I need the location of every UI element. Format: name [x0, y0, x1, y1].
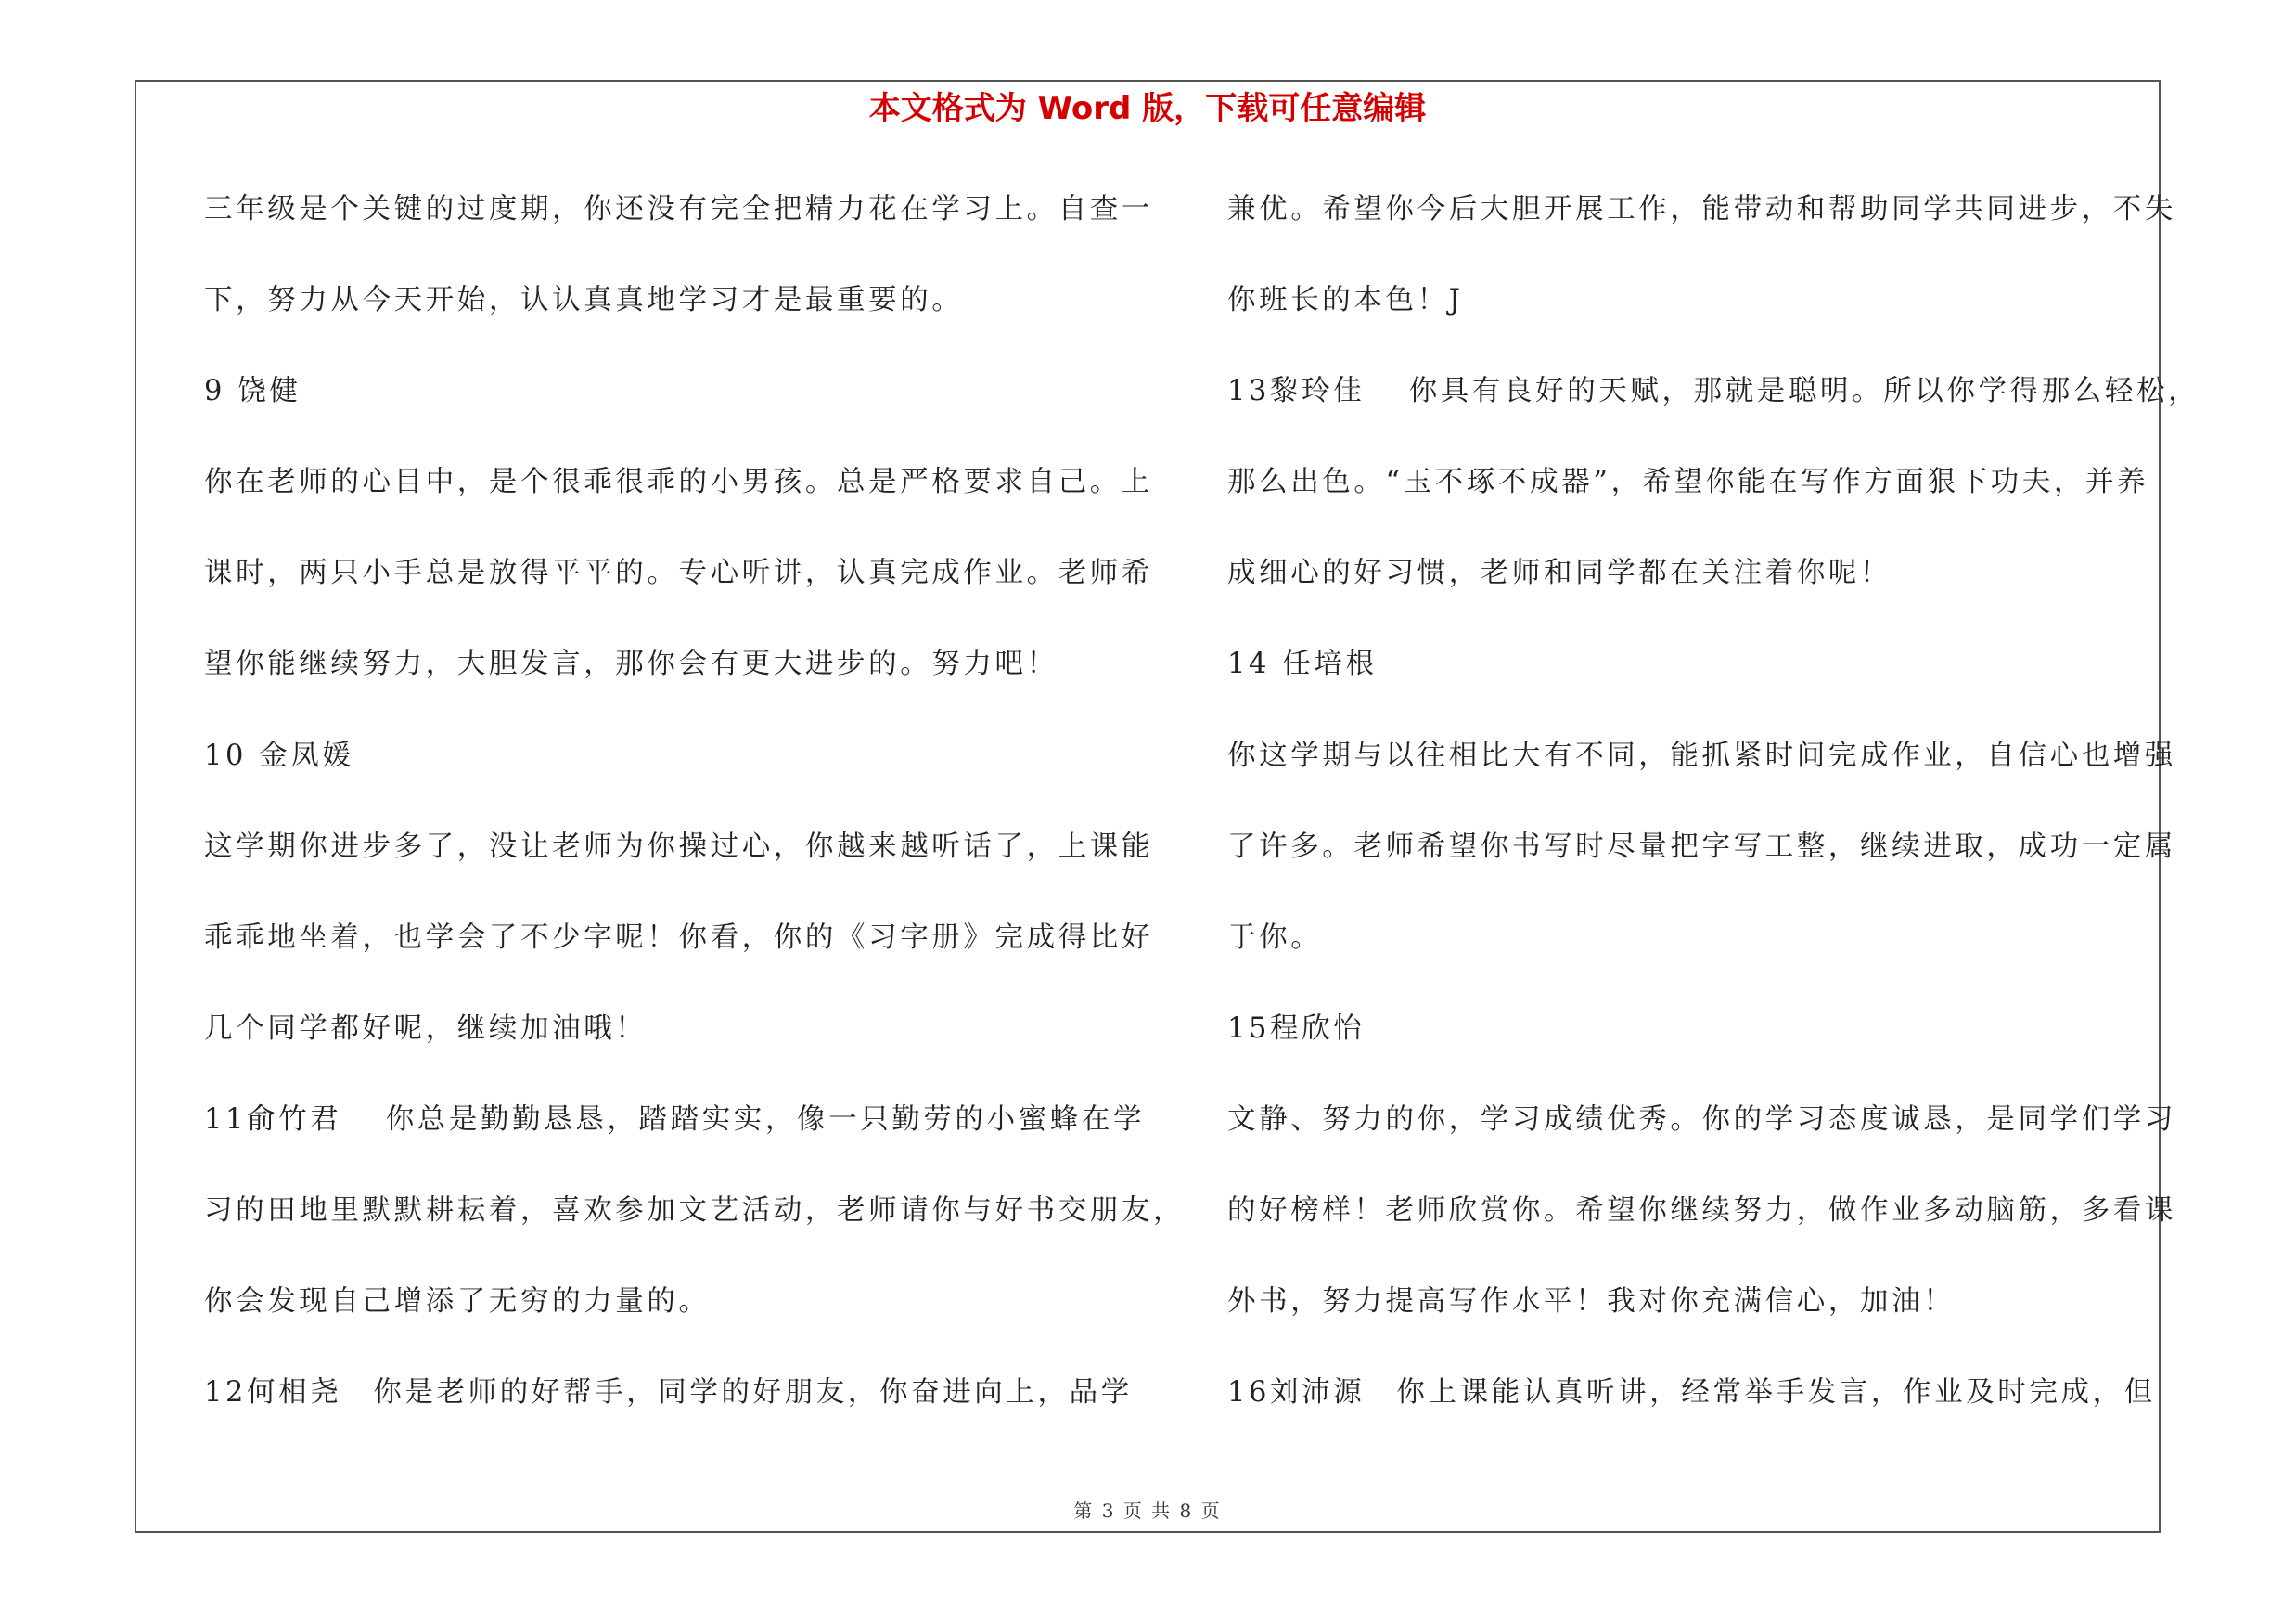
student-heading: 10 金凤媛 [204, 739, 354, 772]
text-line: 13黎玲佳 你具有良好的天赋，那就是聪明。所以你学得那么轻松， [1227, 375, 2200, 408]
text-line: 11俞竹君 你总是勤勤恳恳，踏踏实实，像一只勤劳的小蜜蜂在学 [204, 1102, 1146, 1136]
text-line: 习的田地里默默耕耘着，喜欢参加文艺活动，老师请你与好书交朋友， [204, 1194, 1186, 1228]
text-line: 乖乖地坐着，也学会了不少字呢！你看，你的《习字册》完成得比好 [204, 921, 1153, 954]
text-line: 外书，努力提高写作水平！我对你充满信心，加油！ [1227, 1285, 1956, 1319]
text-line: 文静、努力的你，学习成绩优秀。你的学习态度诚恳，是同学们学习 [1227, 1102, 2176, 1136]
left-column [204, 182, 1186, 1456]
text-line: 你会发现自己增添了无穷的力量的。 [204, 1285, 711, 1319]
text-line: 这学期你进步多了，没让老师为你操过心，你越来越听话了，上课能 [204, 830, 1153, 863]
text-line: 你这学期与以往相比大有不同，能抓紧时间完成作业，自信心也增强 [1227, 739, 2176, 772]
text-line: 于你。 [1227, 921, 1323, 954]
text-line: 那么出色。“玉不琢不成器”，希望你能在写作方面狠下功夫，并养 [1227, 466, 2149, 499]
text-line: 你班长的本色！J [1227, 284, 1464, 317]
right-column [1227, 182, 2200, 1456]
page-number: 第 3 页 共 8 页 [1073, 1500, 1222, 1522]
text-line: 成细心的好习惯，老师和同学都在关注着你呢！ [1227, 557, 1892, 590]
text-line: 12何相尧 你是老师的好帮手，同学的好朋友，你奋进向上，品学 [204, 1376, 1133, 1410]
text-line: 你在老师的心目中，是个很乖很乖的小男孩。总是严格要求自己。上 [204, 466, 1153, 499]
text-line: 兼优。希望你今后大胆开展工作，能带动和帮助同学共同进步，不失 [1227, 193, 2176, 225]
text-line: 了许多。老师希望你书写时尽量把字写工整，继续进取，成功一定属 [1227, 830, 2176, 863]
text-line: 下，努力从今天开始，认认真真地学习才是最重要的。 [204, 284, 964, 317]
format-banner: 本文格式为 Word 版，下载可任意编辑 [868, 90, 1427, 127]
text-line: 三年级是个关键的过度期，你还没有完全把精力花在学习上。自查一 [204, 193, 1153, 225]
student-heading: 15程欣怡 [1227, 1011, 1366, 1045]
text-line: 课时，两只小手总是放得平平的。专心听讲，认真完成作业。老师希 [204, 557, 1153, 590]
text-line: 的好榜样！老师欣赏你。希望你继续努力，做作业多动脑筋，多看课 [1227, 1194, 2176, 1228]
text-line: 16刘沛源 你上课能认真听讲，经常举手发言，作业及时完成，但 [1227, 1376, 2156, 1410]
text-line: 几个同学都好呢，继续加油哦！ [204, 1011, 648, 1045]
text-line: 望你能继续努力，大胆发言，那你会有更大进步的。努力吧！ [204, 648, 1058, 681]
student-heading: 9 饶健 [204, 375, 301, 408]
student-heading: 14 任培根 [1227, 648, 1378, 681]
